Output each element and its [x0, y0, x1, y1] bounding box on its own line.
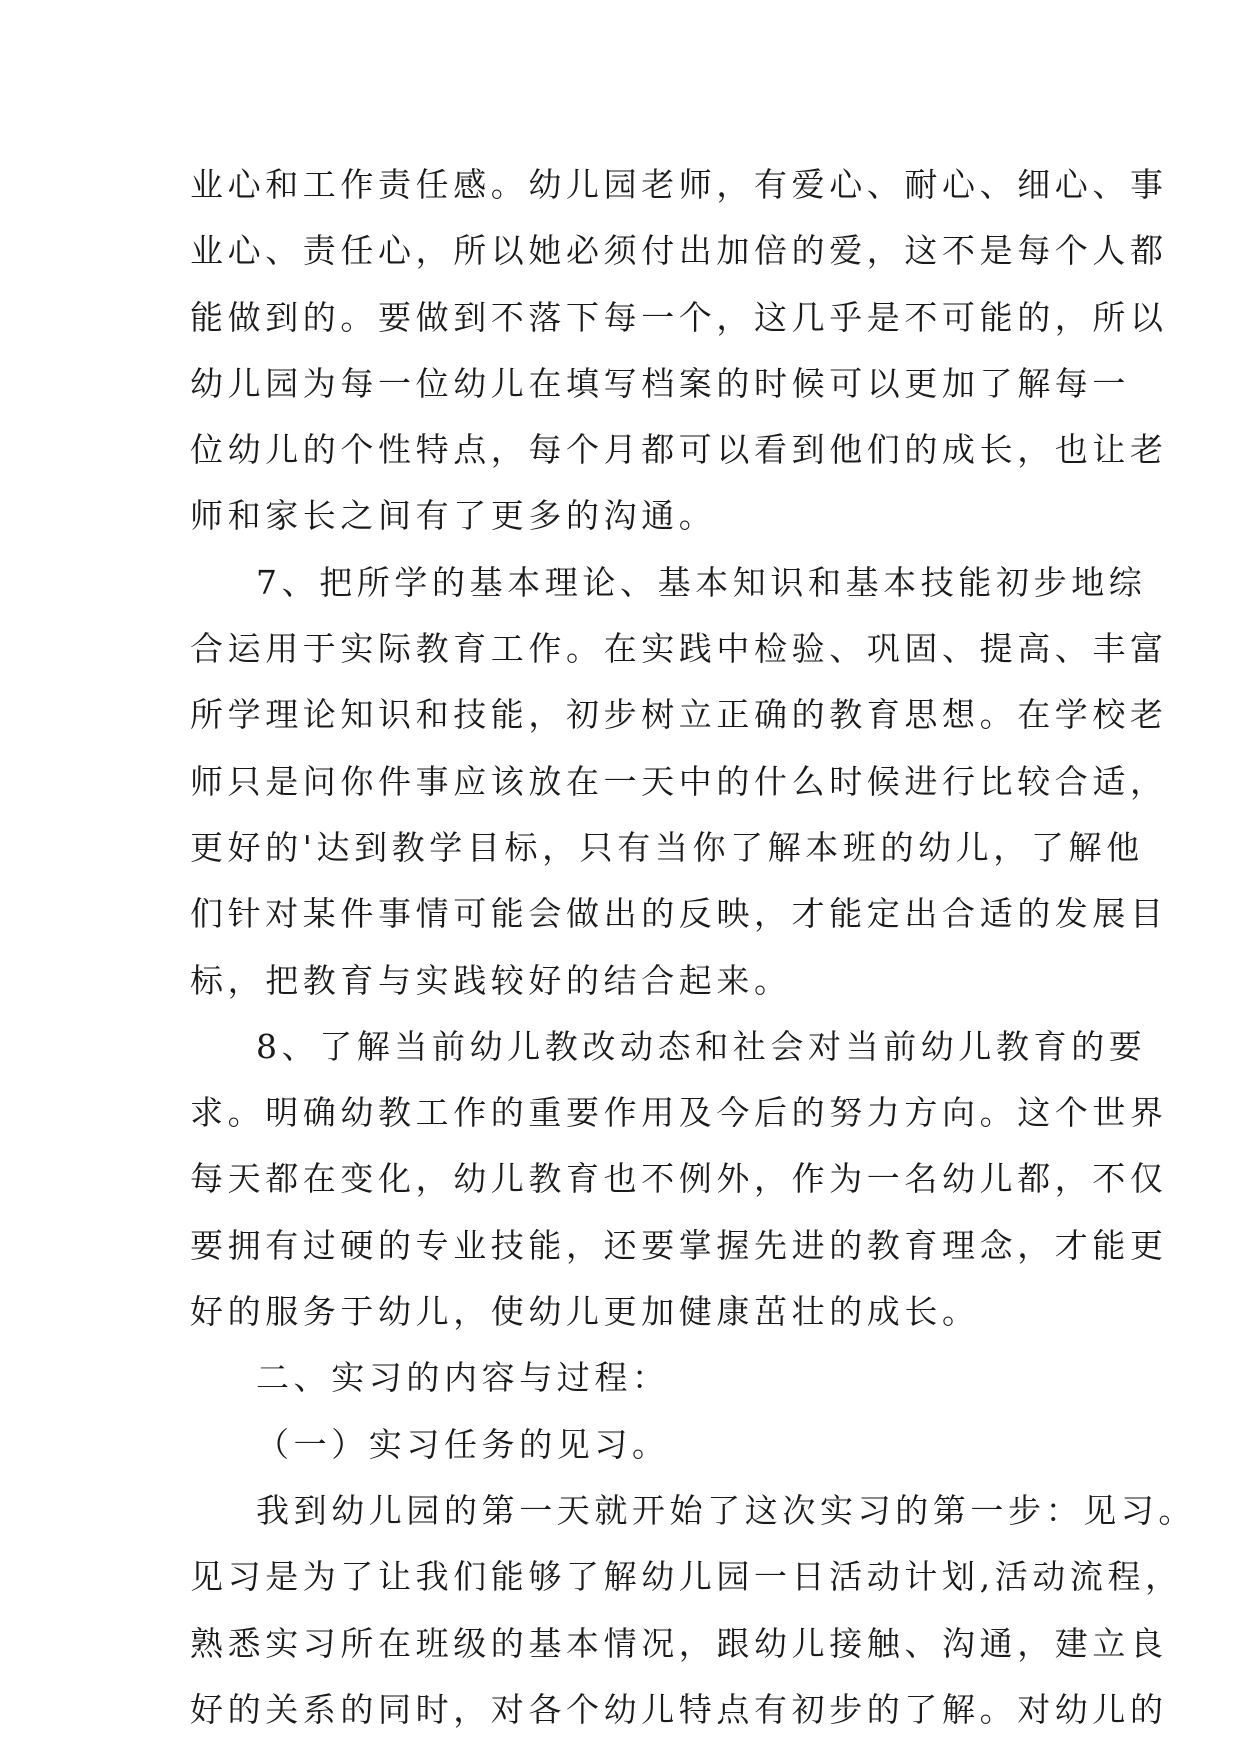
text-line: 熟悉实习所在班级的基本情况，跟幼儿接触、沟通，建立良 [190, 1623, 1168, 1663]
text-line: 更好的'达到教学目标，只有当你了解本班的幼儿，了解他 [190, 827, 1144, 867]
text-line: 见习是为了让我们能够了解幼儿园一日活动计划,活动流程， [190, 1557, 1183, 1597]
text-line: 二、实习的内容与过程： [256, 1358, 670, 1398]
text-line: 能做到的。要做到不落下每一个，这几乎是不可能的，所以 [190, 297, 1168, 337]
text-line: 7、把所学的基本理论、基本知识和基本技能初步地综 [256, 562, 1147, 602]
text-line: 师和家长之间有了更多的沟通。 [190, 496, 717, 536]
text-line: 们针对某件事情可能会做出的反映，才能定出合适的发展目 [190, 894, 1168, 934]
text-line: 每天都在变化，幼儿教育也不例外，作为一名幼儿都，不仅 [190, 1159, 1168, 1199]
text-line: 所学理论知识和技能，初步树立正确的教育思想。在学校老 [190, 695, 1168, 735]
text-line: 幼儿园为每一位幼儿在填写档案的时候可以更加了解每一 [190, 363, 1130, 403]
text-line: 师只是问你件事应该放在一天中的什么时候进行比较合适， [190, 761, 1168, 801]
text-line: 业心和工作责任感。幼儿园老师，有爱心、耐心、细心、事 [190, 165, 1168, 204]
document-body [190, 152, 1196, 1743]
text-line: 8、了解当前幼儿教改动态和社会对当前幼儿教育的要 [256, 1026, 1147, 1066]
text-line: 标，把教育与实践较好的结合起来。 [190, 960, 792, 1000]
text-line: 我到幼儿园的第一天就开始了这次实习的第一步：见习。 [256, 1490, 1196, 1530]
text-line: 好的服务于幼儿，使幼儿更加健康茁壮的成长。 [190, 1292, 980, 1332]
text-line: 业心、责任心，所以她必须付出加倍的爱，这不是每个人都 [190, 231, 1168, 271]
text-line: 求。明确幼教工作的重要作用及今后的努力方向。这个世界 [190, 1093, 1168, 1133]
text-line: 好的关系的同时，对各个幼儿特点有初步的了解。对幼儿的 [190, 1689, 1168, 1729]
text-line: 合运用于实际教育工作。在实践中检验、巩固、提高、丰富 [190, 629, 1168, 669]
text-line: （一）实习任务的见习。 [256, 1424, 670, 1464]
text-line: 要拥有过硬的专业技能，还要掌握先进的教育理念，才能更 [190, 1225, 1168, 1265]
text-line: 位幼儿的个性特点，每个月都可以看到他们的成长，也让老 [190, 430, 1168, 470]
